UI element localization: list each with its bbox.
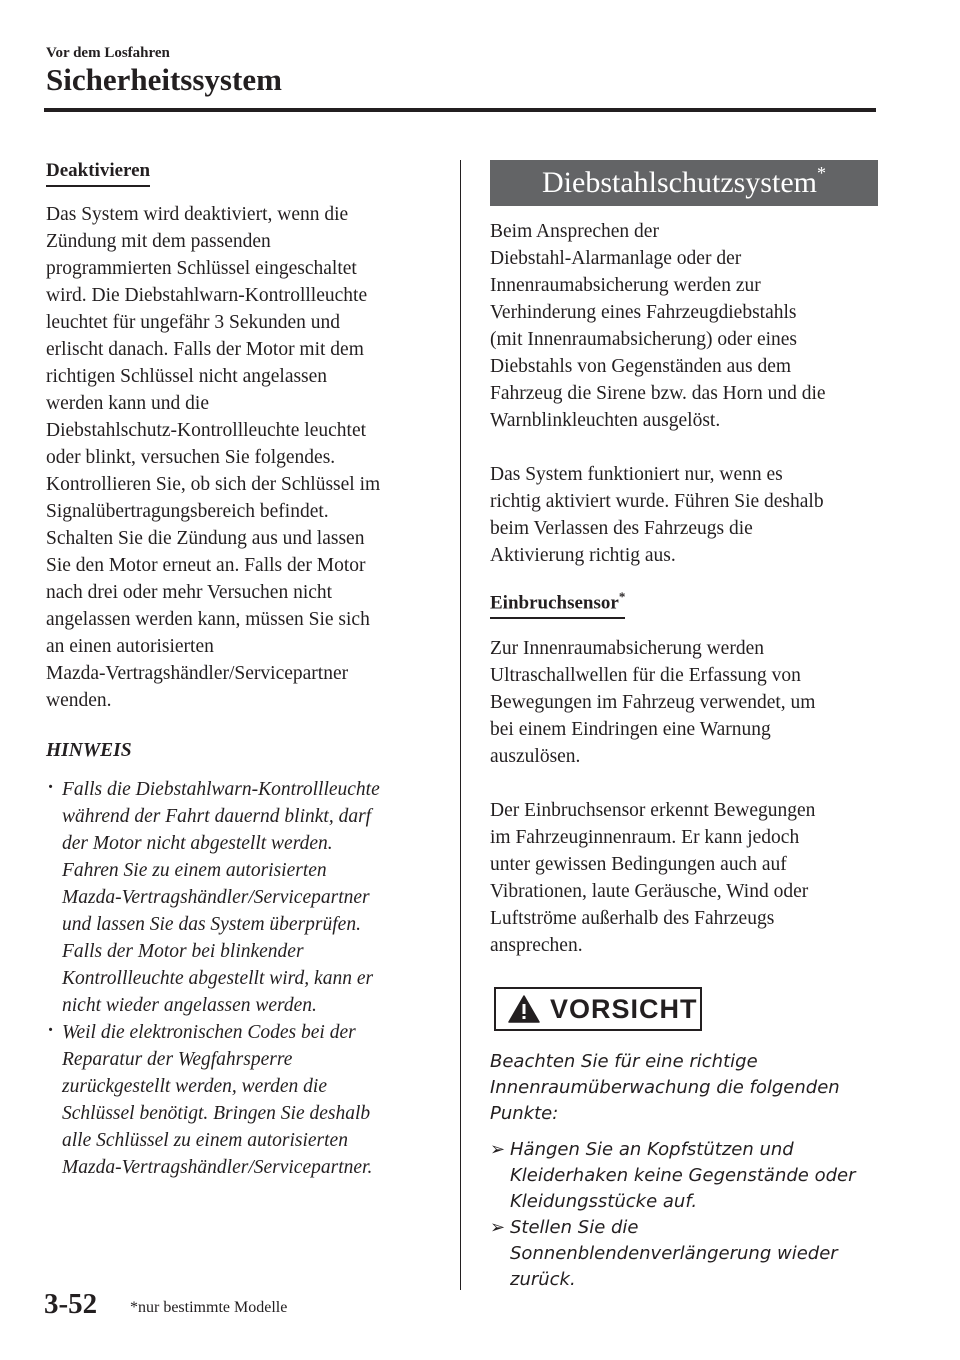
body-line: Aktivierung richtig aus.: [490, 545, 676, 566]
body-line: richtig aktiviert wurde. Führen Sie deshalb: [490, 491, 824, 512]
body-line: angelassen werden kann, müssen Sie sich: [46, 609, 370, 630]
arrow-bullet-icon: ➢: [490, 1217, 506, 1239]
caution-line: Innenraumüberwachung die folgenden: [490, 1077, 840, 1099]
footnote: *nur bestimmte Modelle: [130, 1299, 288, 1316]
body-line: Sie den Motor erneut an. Falls der Motor: [46, 555, 366, 576]
body-line: Ultraschallwellen für die Erfassung von: [490, 665, 801, 687]
note-line: · Weil die elektronischen Codes bei der: [62, 1022, 356, 1043]
warning-triangle-icon: [508, 995, 540, 1023]
activation-paragraph: [490, 461, 878, 569]
note-line: Fahren Sie zu einem autorisierten: [62, 860, 327, 881]
body-line: unter gewissen Bedingungen auch auf: [490, 854, 787, 876]
caution-line: Sonnenblendenverlängerung wieder: [510, 1243, 838, 1265]
caution-box: [494, 987, 702, 1031]
caution-line: Stellen Sie die: [510, 1217, 639, 1239]
body-line: Luftströme außerhalb des Fahrzeugs: [490, 908, 775, 930]
deaktivieren-body: [46, 201, 438, 714]
page-title: Sicherheitssystem: [46, 62, 282, 97]
section-band: [490, 160, 878, 206]
body-line: oder blinkt, versuchen Sie folgendes.: [46, 447, 336, 468]
column-divider: [460, 160, 461, 1290]
body-line: beim Verlassen des Fahrzeugs die: [490, 518, 753, 539]
note-line: Kontrollleuchte abgestellt wird, kann er: [62, 968, 374, 989]
note-line: Mazda-Vertragshändler/Servicepartner: [62, 887, 370, 908]
body-line: erlischt danach. Falls der Motor mit dem: [46, 339, 364, 360]
body-line: im Fahrzeuginnenraum. Er kann jedoch: [490, 827, 800, 849]
body-line: wenden.: [46, 690, 112, 711]
note-line: Falls der Motor bei blinkender: [62, 941, 304, 962]
body-line: richtigen Schlüssel nicht angelassen: [46, 366, 328, 387]
intro-paragraph: [490, 218, 878, 434]
body-line: Innenraumabsicherung werden zur: [490, 275, 761, 296]
body-line: Schalten Sie die Zündung aus und lassen: [46, 528, 365, 549]
note-line: nicht wieder angelassen werden.: [62, 995, 317, 1016]
body-line: Beim Ansprechen der: [490, 221, 659, 242]
sensor-detail-paragraph: [490, 797, 878, 959]
note-title: HINWEIS: [46, 740, 132, 761]
heading-einbruchsensor: [490, 589, 625, 619]
caution-item: [490, 1215, 878, 1293]
body-line: leuchtet für ungefähr 3 Sekunden und: [46, 312, 341, 333]
body-line: an einen autorisierten: [46, 636, 214, 657]
caution-line: Hängen Sie an Kopfstützen und: [510, 1139, 794, 1161]
body-line: ansprechen.: [490, 935, 583, 957]
caution-list: [490, 1137, 878, 1293]
band-title: Diebstahlschutzsystem: [542, 166, 817, 199]
body-line: Verhinderung eines Fahrzeugdiebstahls: [490, 302, 797, 323]
note-line: alle Schlüssel zu einem autorisierten: [62, 1130, 348, 1151]
body-line: Signalübertragungsbereich befindet.: [46, 501, 329, 522]
body-line: Das System wird deaktiviert, wenn die: [46, 204, 349, 225]
note-item: [46, 776, 438, 1019]
arrow-bullet-icon: ➢: [490, 1139, 506, 1161]
body-line: Das System funktioniert nur, wenn es: [490, 464, 783, 485]
left-column: [46, 160, 438, 1181]
caution-line: zurück.: [510, 1269, 576, 1291]
body-line: Kontrollieren Sie, ob sich der Schlüssel im: [46, 474, 381, 495]
body-line: auszulösen.: [490, 746, 581, 768]
body-line: Zündung mit dem passenden: [46, 231, 271, 252]
caution-intro: [490, 1049, 878, 1127]
body-line: Zur Innenraumabsicherung werden: [490, 638, 764, 660]
subheading-text: Einbruchsensor: [490, 592, 619, 614]
body-line: programmierten Schlüssel eingeschaltet: [46, 258, 357, 279]
note-list: [46, 776, 438, 1181]
note-line: zurückgestellt werden, werden die: [62, 1076, 327, 1097]
caution-item: [490, 1137, 878, 1215]
body-line: Bewegungen im Fahrzeug verwendet, um: [490, 692, 816, 714]
body-line: Diebstahlschutz-Kontrollleuchte leuchtet: [46, 420, 367, 441]
body-line: Mazda-Vertragshändler/Servicepartner: [46, 663, 349, 684]
band-asterisk: *: [816, 162, 826, 183]
body-line: Diebstahls von Gegenständen aus dem: [490, 356, 792, 377]
body-line: Der Einbruchsensor erkennt Bewegungen: [490, 800, 816, 822]
body-line: Warnblinkleuchten ausgelöst.: [490, 410, 721, 431]
subheading-asterisk: *: [618, 589, 626, 604]
note-line: der Motor nicht abgestellt werden.: [62, 833, 333, 854]
note-line: Reparatur der Wegfahrsperre: [62, 1049, 293, 1070]
note-line: Schlüssel benötigt. Bringen Sie deshalb: [62, 1103, 371, 1124]
body-line: nach drei oder mehr Versuchen nicht: [46, 582, 333, 603]
sensor-paragraph: [490, 635, 878, 770]
body-line: (mit Innenraumabsicherung) oder eines: [490, 329, 798, 350]
note-line: und lassen Sie das System überprüfen.: [62, 914, 361, 935]
note-line: · Falls die Diebstahlwarn-Kontrollleuchte: [62, 779, 380, 800]
body-line: werden kann und die: [46, 393, 209, 414]
heading-deaktivieren: Deaktivieren: [46, 160, 150, 187]
section-label: Vor dem Losfahren: [46, 45, 170, 61]
body-line: Diebstahl-Alarmanlage oder der: [490, 248, 742, 269]
caution-label: VORSICHT: [550, 993, 698, 1024]
body-line: wird. Die Diebstahlwarn-Kontrollleuchte: [46, 285, 368, 306]
title-rule: [44, 108, 876, 112]
caution-line: Kleidungsstücke auf.: [510, 1191, 698, 1213]
note-line: während der Fahrt dauernd blinkt, darf: [62, 806, 372, 827]
body-line: Fahrzeug die Sirene bzw. das Horn und die: [490, 383, 826, 404]
right-column: [490, 160, 878, 1293]
caution-line: Kleiderhaken keine Gegenstände oder: [510, 1165, 856, 1187]
note-item: [46, 1019, 438, 1181]
caution-line: Punkte:: [490, 1103, 559, 1125]
note-line: Mazda-Vertragshändler/Servicepartner.: [62, 1157, 373, 1178]
caution-line: Beachten Sie für eine richtige: [490, 1051, 758, 1073]
body-line: Vibrationen, laute Geräusche, Wind oder: [490, 881, 809, 903]
body-line: bei einem Eindringen eine Warnung: [490, 719, 771, 741]
page-number: 3-52: [44, 1288, 98, 1320]
